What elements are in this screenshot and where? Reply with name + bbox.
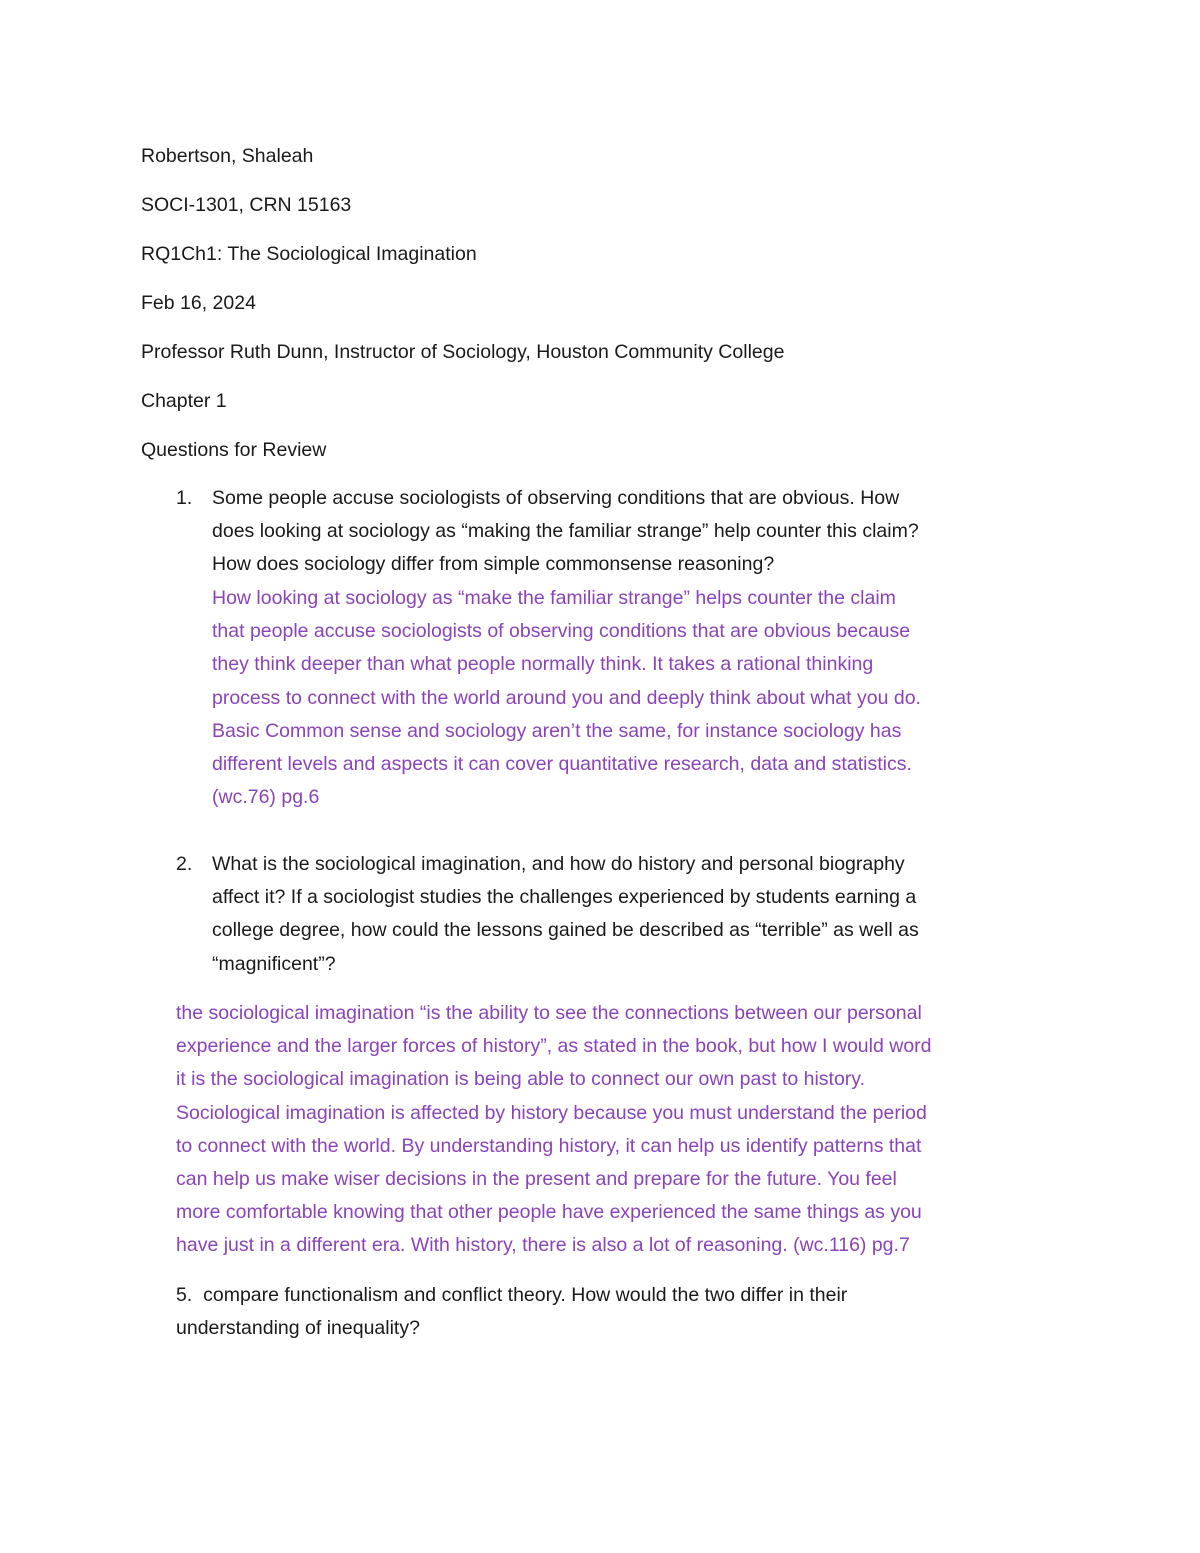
answer-line: more comfortable knowing that other people have experienced the same things as you [176, 1201, 922, 1224]
answer-2 [176, 997, 932, 1263]
question-line: What is the sociological imagination, and how do history and personal biography [212, 853, 905, 875]
question-number: 5. [176, 1284, 193, 1306]
answer-line: Basic Common sense and sociology aren’t the same, for instance sociology has [212, 719, 902, 742]
question-5 [176, 1279, 847, 1345]
answer-line: (wc.76) pg.6 [212, 786, 320, 809]
question-line: 5. compare functionalism and conflict theory. How would the two differ in their [176, 1284, 848, 1306]
question-number: 1. [176, 487, 193, 509]
section-title: Questions for Review [141, 439, 327, 461]
answer-line: Sociological imagination is affected by history because you must understand the period [176, 1101, 927, 1124]
question-2 [212, 848, 919, 981]
question-line: “magnificent”? [212, 952, 336, 975]
answer-line: to connect with the world. By understanding history, it can help us identify patterns that [176, 1134, 922, 1157]
answer-line: it is the sociological imagination is being able to connect our own past to history. [176, 1068, 866, 1091]
question-line: Some people accuse sociologists of observing conditions that are obvious. How [212, 487, 900, 509]
answer-line: experience and the larger forces of history”, as stated in the book, but how I would word [176, 1035, 932, 1058]
answer-1 [212, 582, 921, 814]
answer-line: process to connect with the world around you and deeply think about what you do. [212, 686, 921, 709]
answer-line: they think deeper than what people normally think. It takes a rational thinking [212, 653, 874, 676]
answer-line: different levels and aspects it can cover quantitative research, data and statistics. [212, 753, 912, 776]
question-line: college degree, how could the lessons gained be described as “terrible” as well as [212, 919, 919, 942]
answer-line: can help us make wiser decisions in the present and prepare for the future. You feel [176, 1168, 897, 1191]
question-line: affect it? If a sociologist studies the challenges experienced by students earning a [212, 886, 917, 909]
assignment-title: RQ1Ch1: The Sociological Imagination [141, 243, 477, 265]
student-name: Robertson, Shaleah [141, 145, 314, 167]
answer-line: have just in a different era. With history, there is also a lot of reasoning. (wc.116) pg.7 [176, 1234, 910, 1257]
course-info: SOCI-1301, CRN 15163 [141, 194, 352, 216]
chapter-label: Chapter 1 [141, 390, 227, 412]
question-line: How does sociology differ from simple commonsense reasoning? [212, 553, 775, 576]
question-1 [212, 482, 919, 582]
answer-line: the sociological imagination “is the ability to see the connections between our personal [176, 1002, 922, 1024]
answer-line: How looking at sociology as “make the familiar strange” helps counter the claim [212, 587, 896, 609]
date: Feb 16, 2024 [141, 292, 256, 314]
answer-line: that people accuse sociologists of observing conditions that are obvious because [212, 620, 911, 643]
professor-info: Professor Ruth Dunn, Instructor of Sociology, Houston Community College [141, 341, 785, 363]
question-number: 2. [176, 853, 193, 875]
question-line: understanding of inequality? [176, 1317, 420, 1340]
question-line: does looking at sociology as “making the familiar strange” help counter this claim? [212, 520, 919, 543]
